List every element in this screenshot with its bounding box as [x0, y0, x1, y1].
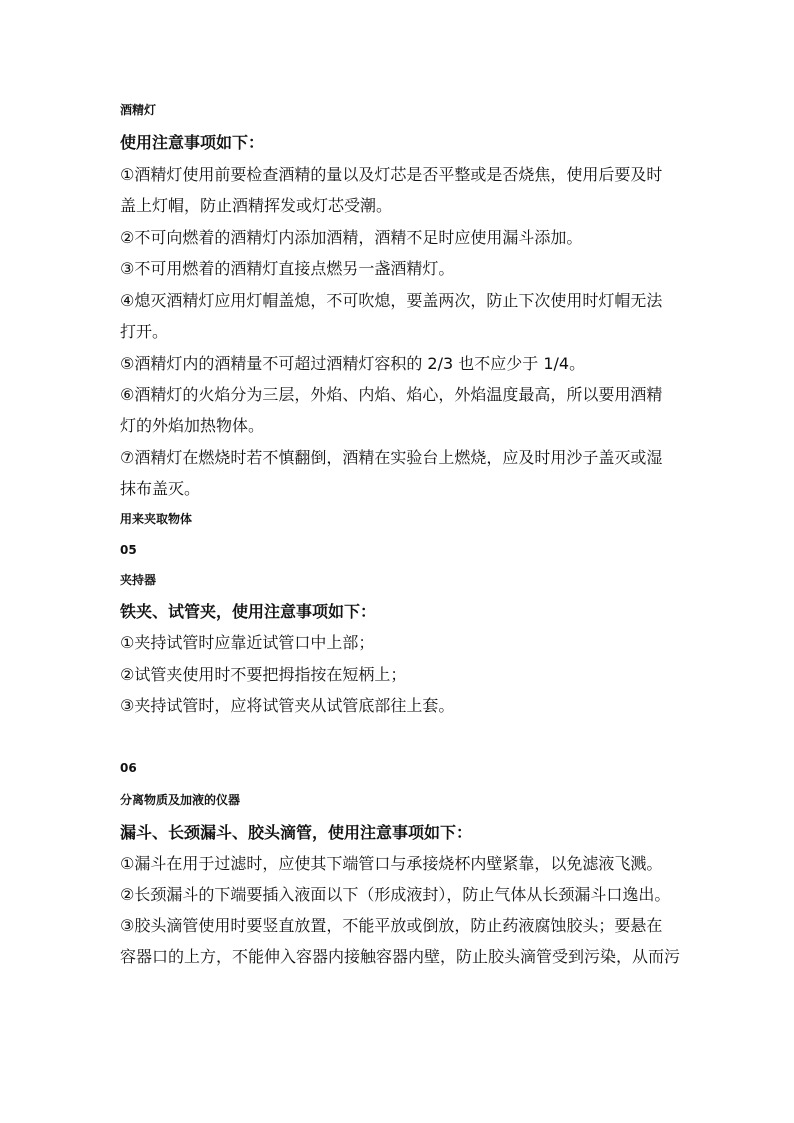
paragraph-line: ⑤酒精灯内的酒精量不可超过酒精灯容积的 2/3 也不应少于 1/4。: [120, 354, 586, 373]
section-label-separation: 分离物质及加液的仪器: [120, 793, 241, 807]
paragraph-line: 盖上灯帽，防止酒精挥发或灯芯受潮。: [120, 196, 393, 215]
section-number-06: 06: [120, 761, 137, 775]
paragraph-line: ③胶头滴管使用时要竖直放置，不能平放或倒放，防止药液腐蚀胶头；要悬在: [120, 916, 663, 935]
paragraph-line: ⑥酒精灯的火焰分为三层，外焰、内焰、焰心，外焰温度最高，所以要用酒精: [120, 385, 663, 404]
paragraph-line: ①酒精灯使用前要检查酒精的量以及灯芯是否平整或是否烧焦，使用后要及时: [120, 165, 663, 184]
section-number-05: 05: [120, 543, 137, 557]
paragraph-line: 容器口的上方，不能伸入容器内接触容器内壁，防止胶头滴管受到污染，从而污: [120, 947, 681, 966]
section-heading-alcohol-lamp: 使用注意事项如下：: [120, 133, 265, 152]
section-label-holder: 夹持器: [120, 573, 157, 587]
paragraph-line: ①夹持试管时应靠近试管口中上部；: [120, 633, 375, 652]
paragraph-line: 灯的外焰加热物体。: [120, 416, 265, 435]
paragraph-line: ③夹持试管时，应将试管夹从试管底部往上套。: [120, 696, 455, 715]
paragraph-line: ①漏斗在用于过滤时，应使其下端管口与承接烧杯内壁紧靠，以免滤液飞溅。: [120, 854, 663, 873]
paragraph-line: ④熄灭酒精灯应用灯帽盖熄，不可吹熄，要盖两次，防止下次使用时灯帽无法: [120, 291, 663, 310]
paragraph-line: ⑦酒精灯在燃烧时若不慎翻倒，酒精在实验台上燃烧，应及时用沙子盖灭或湿: [120, 448, 663, 467]
section-caption: 用来夹取物体: [120, 512, 193, 526]
paragraph-line: ②长颈漏斗的下端要插入液面以下（形成液封），防止气体从长颈漏斗口逸出。: [120, 885, 671, 904]
paragraph-line: ②试管夹使用时不要把拇指按在短柄上；: [120, 665, 407, 684]
paragraph-line: 打开。: [120, 322, 169, 341]
section-label-alcohol-lamp: 酒精灯: [120, 103, 157, 117]
paragraph-line: ③不可用燃着的酒精灯直接点燃另一盏酒精灯。: [120, 259, 455, 278]
paragraph-line: ②不可向燃着的酒精灯内添加酒精，酒精不足时应使用漏斗添加。: [120, 228, 583, 247]
section-heading-holder: 铁夹、试管夹，使用注意事项如下：: [120, 602, 377, 621]
section-heading-separation: 漏斗、长颈漏斗、胶头滴管，使用注意事项如下：: [120, 823, 473, 842]
paragraph-line: 抹布盖灭。: [120, 479, 201, 498]
